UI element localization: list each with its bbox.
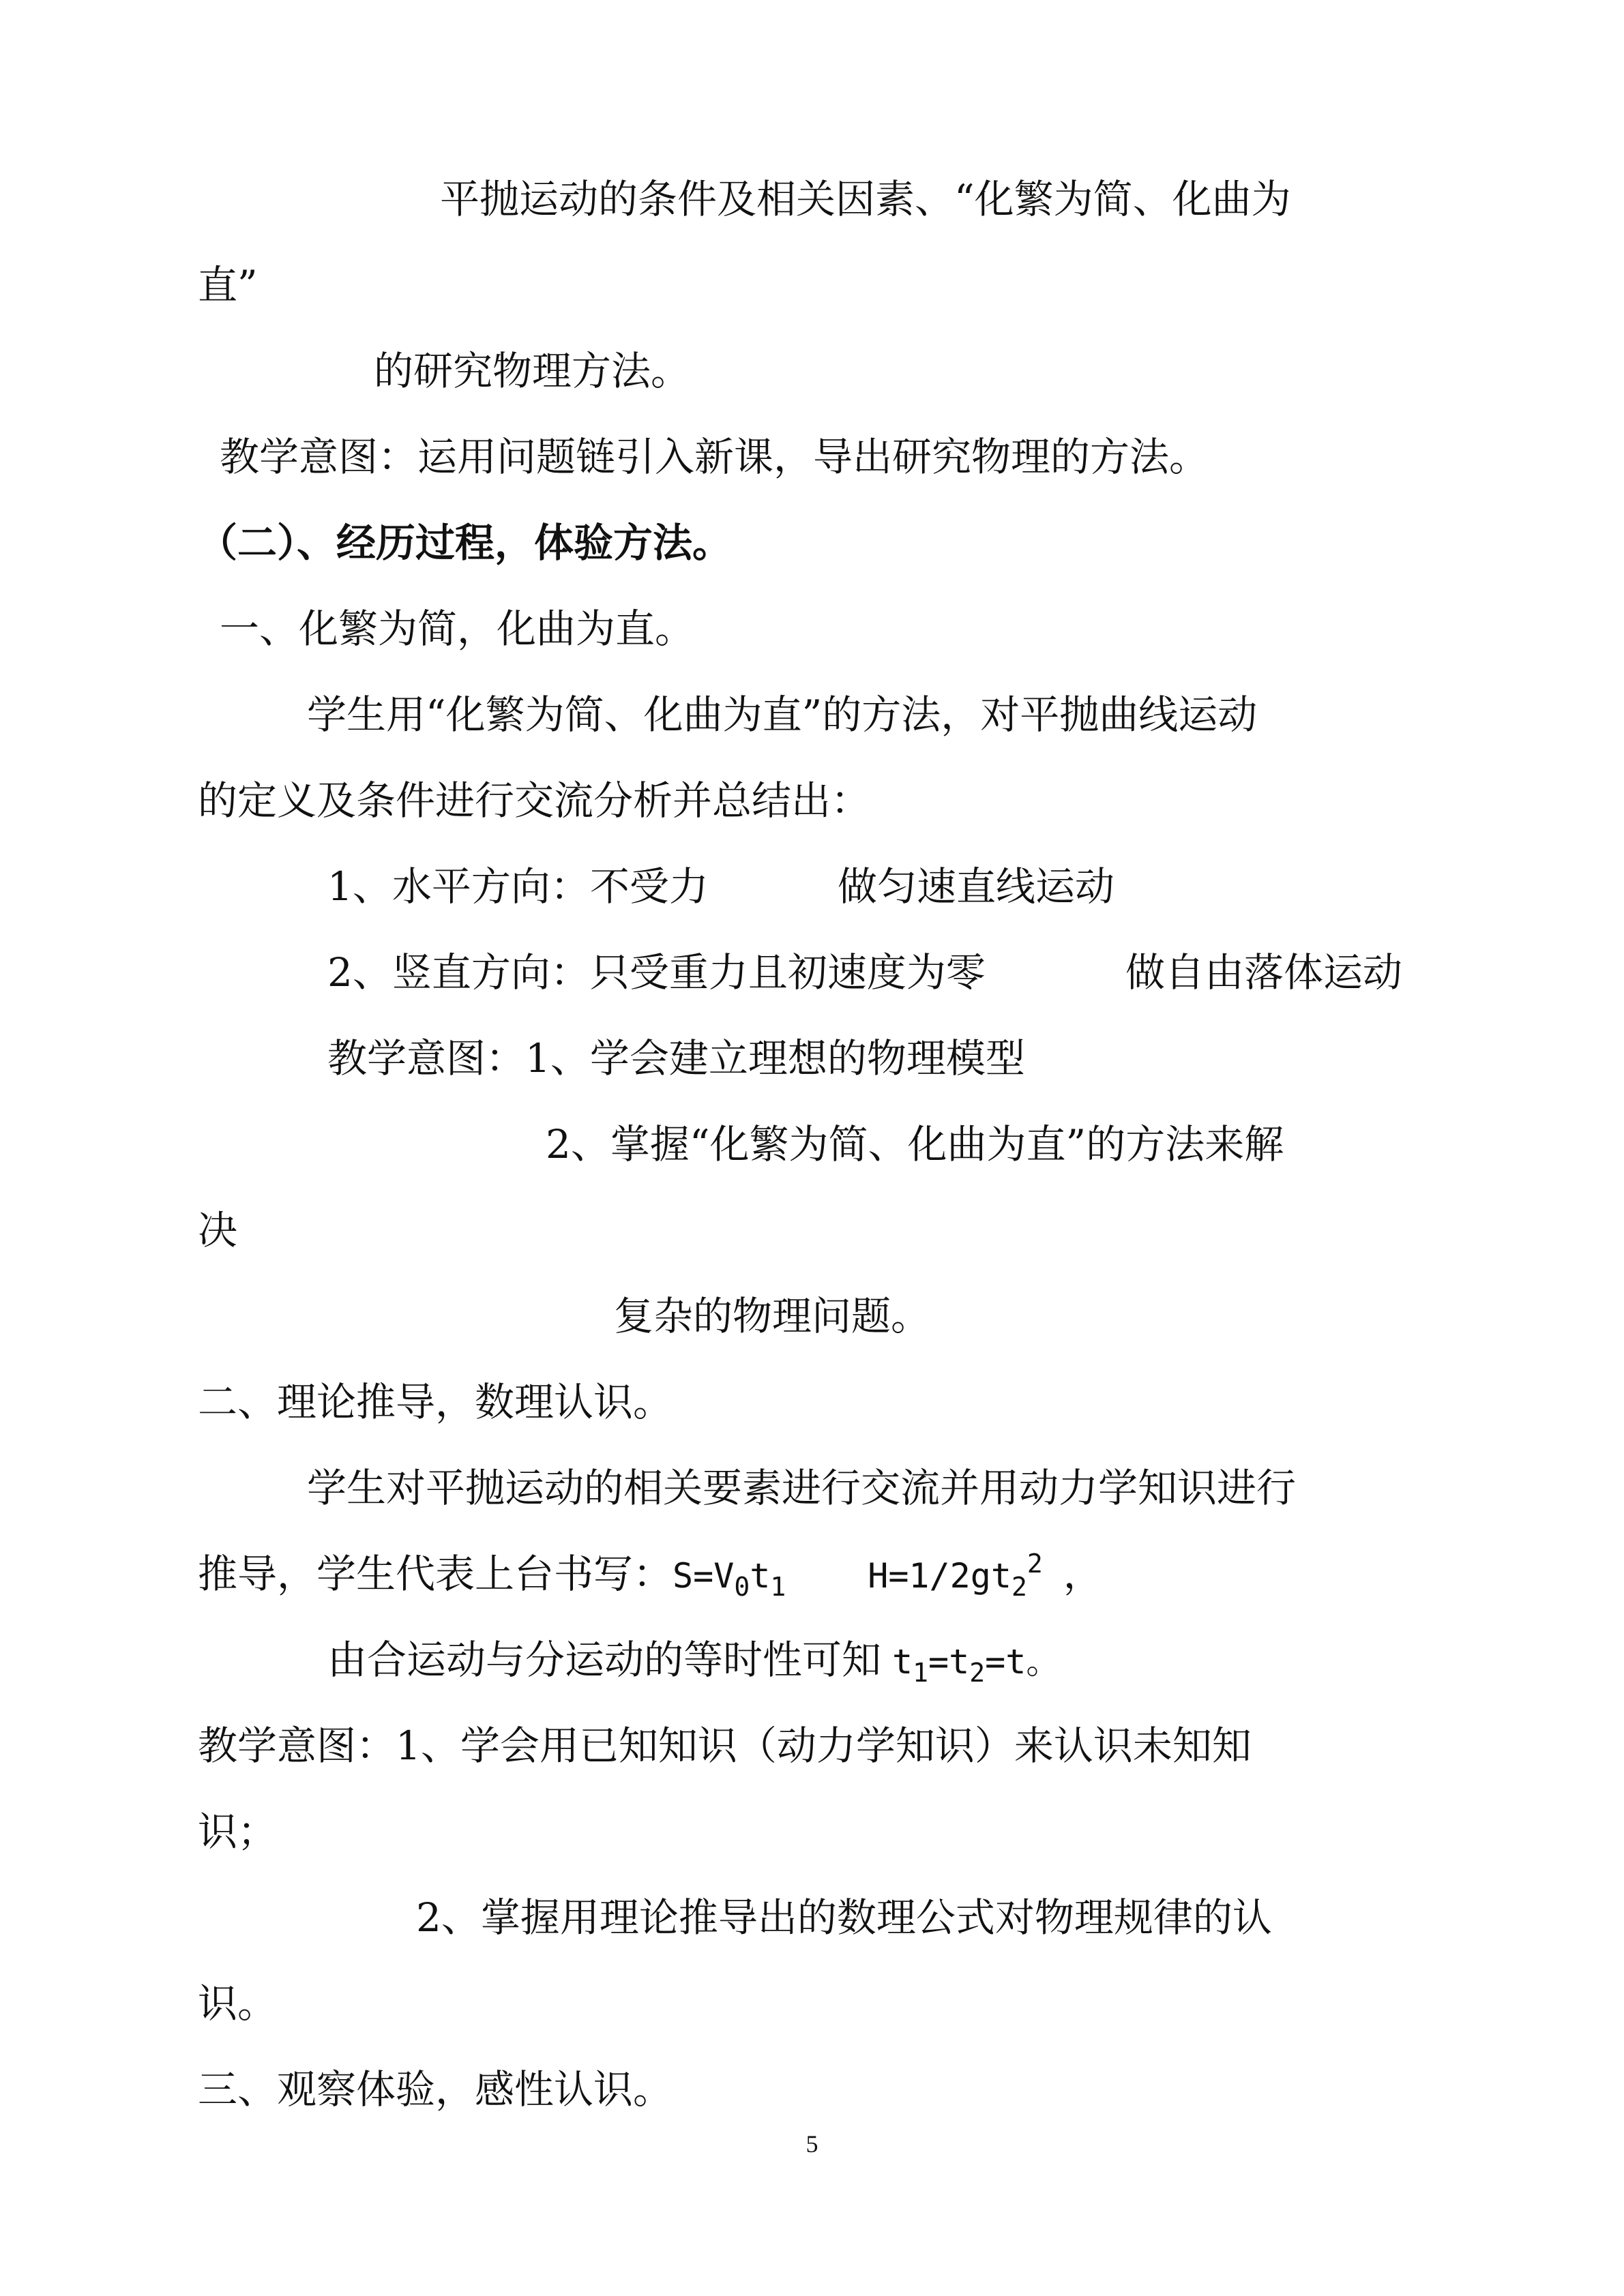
paragraph-line: 学生对平抛运动的相关要素进行交流并用动力学知识进行 [307,1465,1297,1511]
list-item-vertical: 2、竖直方向：只受重力且初速度为零 [327,949,986,996]
list-item-horizontal-result: 做匀速直线运动 [838,863,1115,910]
formula-text: S=V [673,1556,735,1596]
intent-line: 决 [198,1207,238,1253]
formula-subscript: 1 [913,1658,929,1688]
paragraph-line: 直” [198,262,258,308]
formula-text: =t。 [985,1642,1061,1682]
paragraph-line: 的研究物理方法。 [374,348,691,394]
intent-line: 识。 [198,1980,278,2027]
formula-displacement [673,1552,786,1600]
paragraph-line: 平抛运动的条件及相关因素、“化繁为简、化曲为 [440,176,1291,222]
formula-height [868,1549,1043,1602]
formula-prefix: 推导，学生代表上台书写： [198,1551,673,1597]
formula-line [327,1636,1060,1686]
intent-line: 教学意图：1、学会建立理想的物理模型 [327,1035,1025,1082]
page-number: 5 [806,2130,818,2158]
intent-line: 识； [198,1808,278,1855]
formula-subscript: 2 [1011,1572,1027,1602]
section-heading: （二）、经历过程，体验方法。 [198,520,733,566]
list-item-label: 1、水平方向：不受力 [327,863,709,910]
subsection-heading: 二、理论推导，数理认识。 [198,1379,673,1425]
formula-superscript: 2 [1027,1549,1043,1579]
formula-subscript: 1 [770,1572,786,1602]
intent-line: 教学意图：1、学会用已知知识（动力学知识）来认识未知知 [198,1723,1252,1769]
intent-line: 复杂的物理问题。 [614,1293,931,1339]
subsection-heading: 三、观察体验，感性认识。 [198,2066,673,2113]
formula-text: =t [928,1642,970,1682]
formula-text: t [892,1642,913,1682]
list-item-horizontal [327,863,709,910]
formula-prefix: 由合运动与分运动的等时性可知 [327,1637,882,1683]
intent-line: 2、掌握用理论推导出的数理公式对物理规律的认 [416,1894,1272,1941]
formula-line [198,1550,1103,1600]
formula-subscript: 2 [969,1658,986,1688]
list-item-vertical-result: 做自由落体运动 [1125,949,1403,996]
paragraph-line: 的定义及条件进行交流分析并总结出： [198,777,871,824]
paragraph-line: 学生用“化繁为简、化曲为直”的方法，对平抛曲线运动 [307,691,1258,738]
subsection-heading: 一、化繁为简，化曲为直。 [220,606,695,652]
formula-text: t [750,1556,771,1596]
formula-time [892,1638,1060,1686]
formula-text: H=1/2gt [868,1556,1012,1596]
formula-comma: ， [1063,1551,1103,1597]
intent-line: 2、掌握“化繁为简、化曲为直”的方法来解 [546,1121,1284,1167]
formula-subscript: 0 [734,1572,750,1602]
intent-line: 教学意图：运用问题链引入新课，导出研究物理的方法。 [220,434,1209,480]
